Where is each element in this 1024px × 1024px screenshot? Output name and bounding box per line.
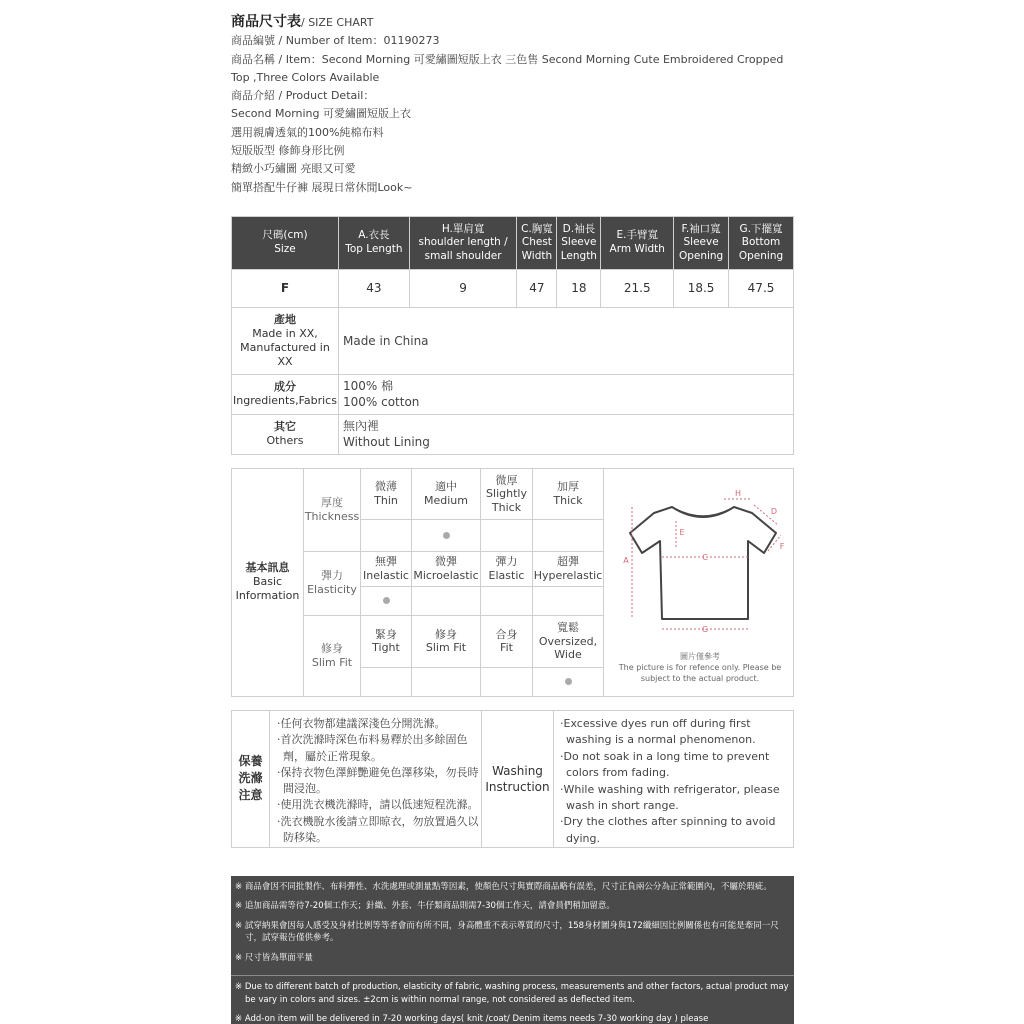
size-row — [232, 269, 794, 307]
size-table-header — [232, 216, 794, 269]
origin-label — [232, 307, 339, 374]
elasticity-option — [481, 552, 533, 587]
washing-en-item: ·Dry the clothes after spinning to avoid dying. — [560, 815, 776, 845]
header-en: Sleeve Length — [560, 236, 597, 262]
basic-info-section — [231, 468, 794, 697]
label-g: G — [701, 624, 709, 634]
detail-line: 精緻小巧繡圖 亮眼又可愛 — [231, 162, 356, 176]
fit-option — [533, 616, 604, 668]
disclaimer-notes — [231, 876, 794, 1024]
fabric-value-en: 100% cotton — [342, 395, 420, 410]
size-cell: 21.5 — [601, 269, 674, 307]
basic-info-label-zh: 基本訊息 — [245, 561, 290, 575]
elasticity-option — [533, 552, 604, 587]
thickness-mark — [481, 520, 533, 552]
origin-row — [232, 307, 794, 374]
label-h: H — [734, 488, 742, 498]
origin-value: Made in China — [338, 307, 793, 374]
selected-dot-icon — [565, 678, 572, 685]
header-en: Bottom Opening — [738, 236, 784, 262]
washing-en-item: ·Do not soak in a long time to prevent colors from fading. — [560, 749, 770, 780]
note-zh: ※ 商品會因不同批製作、布料彈性、水洗處理或測量點等因素，使顏色尺寸與實際商品略有誤差，尺寸正負兩公分為正常範圍內，不屬於瑕疵。 — [235, 881, 772, 892]
option-en: Tight — [372, 641, 400, 655]
header-en: Top Length — [345, 242, 403, 255]
elasticity-option — [361, 552, 412, 587]
header-cell — [674, 216, 729, 269]
fit-en: Slim Fit — [311, 655, 353, 669]
washing-zh-text: 洗衣機脫水後請立即晾衣，勿放置過久以防移染。 — [280, 814, 479, 845]
fit-zh: 修身 — [321, 641, 343, 655]
thickness-zh: 厚度 — [321, 495, 343, 509]
thickness-option — [412, 469, 481, 520]
washing-label-en — [481, 711, 554, 847]
elasticity-category — [304, 552, 361, 616]
note-en: ※ Due to different batch of production, elasticity of fabric, washing process, measurements and other factors, actual product may be vary in colors and sizes. ±2cm is within normal range, not considered as deflected item. — [235, 982, 789, 1005]
header-zh: 尺碼(cm) — [262, 229, 308, 242]
fit-option — [481, 616, 533, 668]
diagram-note-en: The picture is for refence only. Please be subject to the actual product. — [618, 662, 782, 683]
thickness-mark — [533, 520, 604, 552]
fit-mark — [481, 668, 533, 696]
elasticity-zh: 彈力 — [321, 569, 343, 583]
detail-line: 簡單搭配牛仔褲 展現日常休閒Look~ — [231, 180, 413, 194]
selected-dot-icon — [443, 532, 450, 539]
washing-zh-item: ·保持衣物色澤鮮艷避免色澤移染，勿長時間浸泡。 — [277, 765, 479, 796]
washing-zh-item: ·首次洗滌時深色布料易釋於出多餘固色劑，屬於正常現象。 — [277, 733, 468, 763]
size-cell: 18 — [557, 269, 601, 307]
size-cell: 18.5 — [674, 269, 729, 307]
option-zh: 彈力 — [495, 555, 518, 569]
header-cell — [517, 216, 557, 269]
header-en: shoulder length / small shoulder — [418, 236, 508, 262]
thickness-en: Thickness — [304, 509, 360, 523]
header-zh: C.胸寬 — [521, 222, 553, 235]
option-zh: 適中 — [434, 480, 457, 494]
others-row — [232, 414, 794, 454]
washing-zh-text: 保持衣物色澤鮮艷避免色澤移染，勿長時間浸泡。 — [280, 765, 479, 796]
option-zh: 寬鬆 — [557, 621, 579, 635]
origin-label-zh: 產地 — [273, 312, 296, 326]
option-en: Slim Fit — [425, 641, 467, 655]
washing-en-text: While washing with refrigerator, please wash in short range. — [563, 782, 780, 812]
thickness-mark — [361, 520, 412, 552]
option-en: Medium — [424, 493, 468, 507]
size-cell: F — [232, 269, 339, 307]
basic-info-label — [232, 469, 304, 696]
washing-zh-text: 任何衣物都建議深淺色分開洗滌。 — [280, 716, 446, 730]
basic-info-label-en: Basic Information — [235, 575, 300, 603]
fabric-label-en: Ingredients,Fabrics — [233, 394, 337, 408]
detail-line: 選用親膚透氣的100%純棉布料 — [231, 125, 384, 139]
header-zh: F.袖口寬 — [681, 222, 721, 235]
tshirt-outline — [630, 507, 776, 619]
elasticity-mark — [533, 587, 604, 616]
option-en: Elastic — [488, 568, 525, 582]
label-f: F — [779, 541, 785, 551]
header — [231, 0, 794, 197]
fabric-label-zh: 成分 — [273, 380, 296, 394]
thickness-option — [361, 469, 412, 520]
title-zh: 商品尺寸表 — [231, 14, 301, 30]
thickness-category — [304, 469, 361, 552]
option-en: Hyperelastic — [533, 568, 603, 582]
option-zh: 修身 — [434, 627, 457, 641]
header-en: Size — [274, 242, 296, 255]
header-cell — [557, 216, 601, 269]
washing-en-item: ·Excessive dyes run off during first washing is a normal phenomenon. — [560, 716, 756, 747]
notes-zh — [231, 876, 794, 977]
washing-zh-item: ·任何衣物都建議深淺色分開洗滌。 — [277, 716, 446, 730]
option-zh: 合身 — [495, 627, 518, 641]
washing-label-zh — [232, 711, 270, 847]
detail-line: Second Morning 可愛繡圖短版上衣 — [231, 107, 412, 121]
elasticity-en: Elasticity — [307, 583, 357, 597]
elasticity-mark — [361, 587, 412, 616]
fit-option — [361, 616, 412, 668]
elasticity-mark — [412, 587, 481, 616]
notes-en — [231, 976, 794, 1024]
others-value-zh: 無內裡 — [342, 419, 379, 434]
option-zh: 超彈 — [557, 555, 579, 569]
page-title — [231, 13, 794, 32]
elasticity-option — [412, 552, 481, 587]
item-number: 商品編號 / Number of Item：01190273 — [231, 34, 440, 48]
option-zh: 無彈 — [375, 555, 397, 569]
thickness-mark — [412, 520, 481, 552]
fabric-label — [232, 374, 339, 414]
washing-en-item: ·While washing with refrigerator, please wash in short range. — [560, 782, 780, 812]
washing-zh-item: ·洗衣機脫水後請立即晾衣，勿放置過久以防移染。 — [277, 814, 479, 845]
header-zh: D.袖長 — [562, 222, 596, 235]
option-zh: 緊身 — [375, 627, 397, 641]
fit-category — [304, 616, 361, 696]
thickness-option — [533, 469, 604, 520]
washing-zh-text: 首次洗滌時深色布料易釋於出多餘固色劑，屬於正常現象。 — [280, 733, 468, 763]
label-c: C — [702, 552, 708, 562]
option-zh: 微薄 — [375, 480, 397, 494]
header-cell — [409, 216, 517, 269]
header-zh: G.下擺寬 — [739, 222, 783, 235]
header-cell — [601, 216, 674, 269]
others-label-zh: 其它 — [273, 420, 296, 434]
fabric-row — [232, 374, 794, 414]
item-name: 商品名稱 / Item：Second Morning 可愛繡圖短版上衣 三色售 Second Morning Cute Embroidered Cropped Top ,Three Colors Available — [231, 52, 784, 84]
header-en: Arm Width — [609, 242, 665, 255]
washing-section — [231, 710, 794, 848]
size-chart-page — [231, 0, 794, 1024]
option-en: Slightly Thick — [486, 487, 527, 514]
washing-en-text: Dry the clothes after spinning to avoid dying. — [563, 815, 776, 845]
washing-label-en-text: Washing Instruction — [485, 763, 550, 794]
detail-line: 短版版型 修飾身形比例 — [231, 144, 345, 158]
washing-label-zh-text: 保養洗滌注意 — [238, 754, 263, 803]
detail-label: 商品介紹 / Product Detail： — [231, 89, 375, 103]
option-en: Oversized, Wide — [538, 634, 598, 662]
option-en: Thin — [374, 493, 398, 507]
washing-en-text: Do not soak in a long time to prevent colors from fading. — [563, 749, 770, 780]
note-zh: ※ 尺寸皆為單面平量 — [235, 952, 313, 963]
fit-mark — [361, 668, 412, 696]
label-d: D — [770, 506, 778, 516]
diagram-note — [606, 651, 794, 684]
thickness-option — [481, 469, 533, 520]
header-cell — [232, 216, 339, 269]
washing-zh-item: ·使用洗衣機洗滌時，請以低速短程洗滌。 — [277, 798, 479, 812]
note-zh: ※ 追加商品需等待7-20個工作天；針織、外套、牛仔類商品則需7-30個工作天，請會員們稍加留意。 — [235, 901, 615, 912]
note-en: ※ Add-on item will be delivered in 7-20 working days( knit /coat/ Denim items needs 7-30 working day ) please — [235, 1014, 709, 1024]
others-label-en: Others — [266, 434, 304, 448]
fit-option — [412, 616, 481, 668]
diagram-note-zh: 圖片僅參考 — [680, 651, 720, 661]
selected-dot-icon — [383, 597, 390, 604]
label-e: E — [679, 527, 685, 537]
size-cell: 43 — [338, 269, 409, 307]
others-label — [232, 414, 339, 454]
fit-mark — [412, 668, 481, 696]
size-cell: 9 — [409, 269, 517, 307]
fabric-value — [338, 374, 793, 414]
washing-en-text: Excessive dyes run off during first washing is a normal phenomenon. — [563, 716, 756, 747]
fabric-value-zh: 100% 棉 — [342, 379, 394, 394]
size-cell: 47.5 — [729, 269, 794, 307]
option-en: Fit — [500, 641, 513, 655]
washing-en-list — [557, 716, 793, 847]
size-table — [231, 216, 794, 455]
others-value-en: Without Lining — [342, 435, 430, 450]
size-cell: 47 — [517, 269, 557, 307]
header-en: Sleeve Opening — [678, 236, 724, 262]
option-zh: 微彈 — [434, 555, 457, 569]
fit-mark — [533, 668, 604, 696]
elasticity-mark — [481, 587, 533, 616]
attribute-grid — [304, 469, 604, 696]
header-en: Chest Width — [521, 236, 553, 262]
washing-zh-list — [274, 716, 479, 846]
tshirt-diagram-icon — [606, 469, 794, 649]
header-cell — [338, 216, 409, 269]
title-en: / SIZE CHART — [301, 16, 374, 29]
header-cell — [729, 216, 794, 269]
measurement-diagram — [606, 469, 794, 696]
header-zh: H.單肩寬 — [441, 222, 485, 235]
option-zh: 微厚 — [495, 473, 518, 487]
note-zh: ※ 試穿納果會因每人感受及身材比例等等者會而有所不同，身高體重不表示尊質的尺寸，158身材圖身與172纖細因比例關係也有可能是牽同一尺寸，試穿報告僅供參考。 — [235, 920, 779, 944]
others-value — [338, 414, 793, 454]
origin-label-en: Made in XX, Manufactured in XX — [240, 326, 330, 368]
option-en: Microelastic — [413, 568, 479, 582]
label-a: A — [623, 555, 629, 565]
option-zh: 加厚 — [556, 480, 579, 494]
option-en: Inelastic — [363, 568, 409, 582]
header-zh: A.衣長 — [358, 229, 390, 242]
header-zh: E.手臂寬 — [616, 229, 658, 242]
washing-zh-text: 使用洗衣機洗滌時，請以低速短程洗滌。 — [280, 798, 479, 812]
option-en: Thick — [553, 493, 583, 507]
